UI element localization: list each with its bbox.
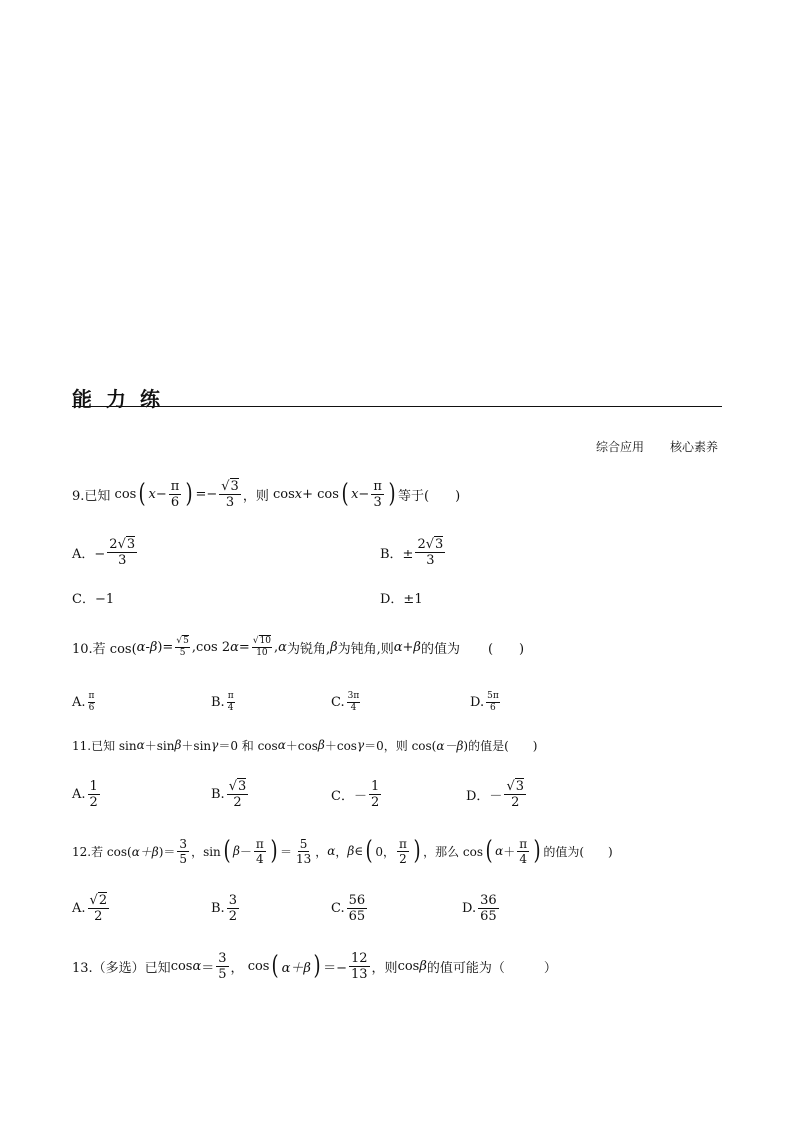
q12-option-c[interactable]: C. $\frac{56}{65}$ (331, 892, 366, 924)
fraction: $\frac{\pi}{3}$ (373, 478, 382, 510)
q9-option-a[interactable]: A．− $\frac{2√3}{3}$ (72, 536, 136, 568)
section-divider (72, 406, 722, 407)
q12-option-b[interactable]: B. $\frac{3}{2}$ (211, 892, 237, 924)
q11-option-a[interactable]: A. $\frac{1}{2}$ (72, 778, 98, 810)
q9-option-d[interactable]: D．±1 (380, 592, 423, 607)
q10-option-c[interactable]: C. $\frac{3\pi}{4}$ (331, 690, 360, 713)
question-12: 12.若 cos( α＋β )＝ $\frac{3}{5}$ ，sin ( β － $\frac{\pi}{4}$ ) ＝ $\frac{5}{13}$ ， α ， β ∈ ( 0， $\frac{\pi}{2}$ ) ，那么 cos ( α ＋ $\frac{\pi}{4}$ ) 的值为( ) (72, 836, 613, 866)
fraction: $\frac{√3}{3}$ (221, 478, 239, 510)
q10-option-d[interactable]: D. $\frac{5\pi}{6}$ (470, 690, 499, 713)
tag-core: 核心素养 (670, 440, 719, 454)
question-13: 13.（多选）已知 cos α ＝ $\frac{3}{5}$ ， cos ( α＋β ) ＝− $\frac{12}{13}$ ，则 cos β 的值可能为（ ） (72, 950, 557, 982)
q12-option-d[interactable]: D. $\frac{36}{65}$ (462, 892, 497, 924)
q11-option-d[interactable]: D．－ $\frac{√3}{2}$ (466, 778, 525, 810)
section-title: 能力练 (72, 387, 174, 411)
q9-option-c[interactable]: C．−1 (72, 592, 115, 607)
question-10: 10.若 cos( α-β )= $\frac{√5}{5}$ ,cos 2 α = $\frac{√10}{10}$ , α 为锐角, β 为钝角,则 α+β 的值为 ( ) (72, 635, 525, 658)
tag-comprehensive: 综合应用 (596, 440, 645, 454)
q11-option-c[interactable]: C．－ $\frac{1}{2}$ (331, 778, 380, 810)
question-9: 9.已知 cos ( x − $\frac{\pi}{6}$ ) =− $\frac{√3}{3}$ ，则 cos x + cos ( x − $\frac{\pi}{3}$ ) 等于( ) (72, 478, 461, 510)
question-11: 11.已知 sin α ＋sin β ＋sin γ ＝0 和 cos α ＋cos β ＋cos γ ＝0，则 cos( α－β )的值是( ) (72, 738, 538, 753)
q11-option-b[interactable]: B. $\frac{√3}{2}$ (211, 778, 247, 810)
q10-option-b[interactable]: B. $\frac{\pi}{4}$ (211, 690, 234, 713)
q10-option-a[interactable]: A. $\frac{\pi}{6}$ (72, 690, 95, 713)
q9-option-b[interactable]: B．± $\frac{2√3}{3}$ (380, 536, 444, 568)
q12-option-a[interactable]: A. $\frac{√2}{2}$ (72, 892, 108, 924)
fraction: $\frac{\pi}{6}$ (170, 478, 180, 510)
